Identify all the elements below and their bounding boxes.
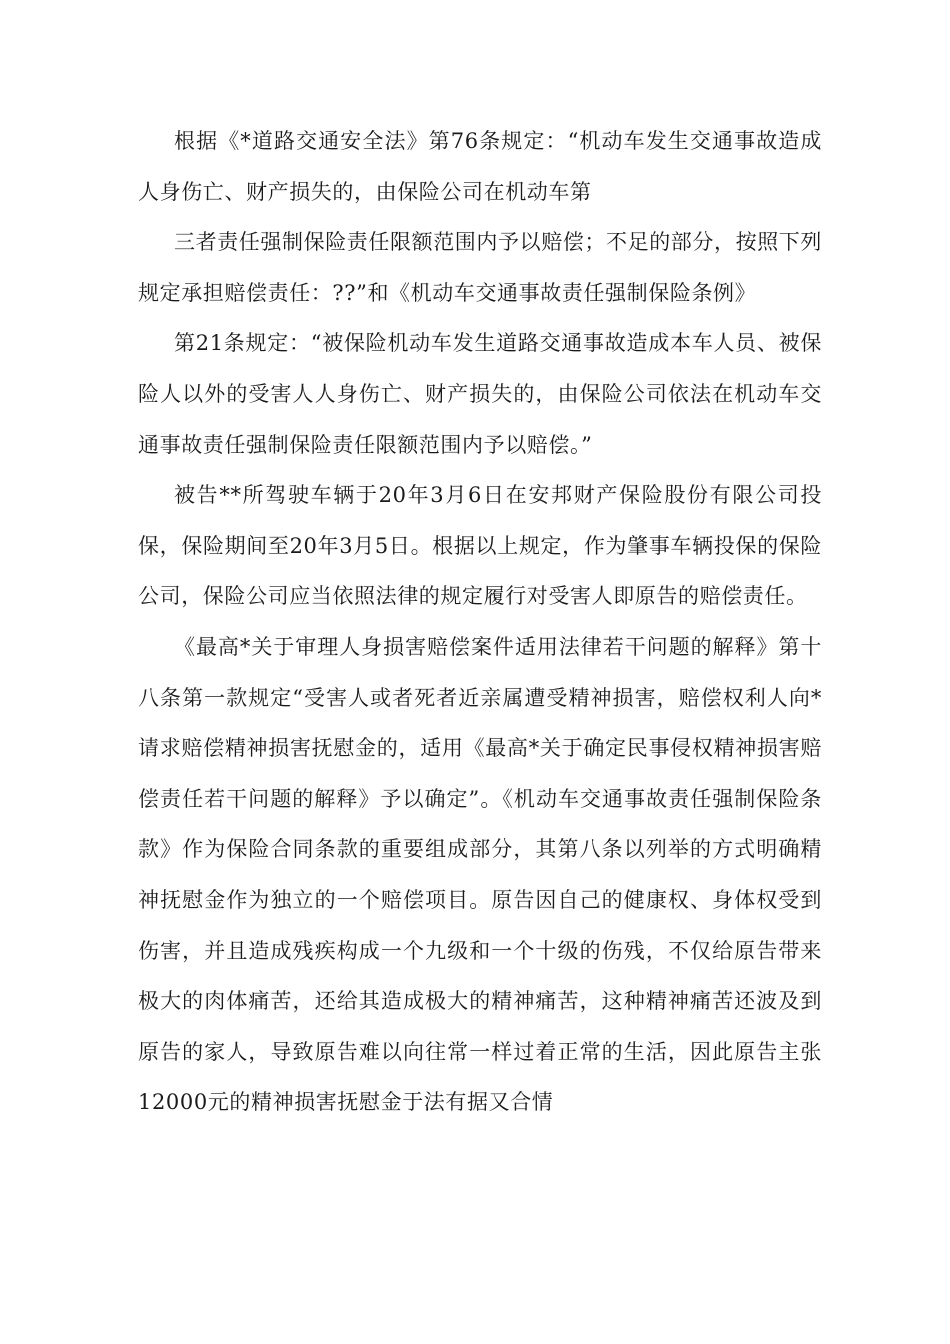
document-body xyxy=(138,116,822,1128)
paragraph-3: 第21条规定：“被保险机动车发生道路交通事故造成本车人员、被保险人以外的受害人人身伤亡、财产损失的，由保险公司依法在机动车交通事故责任强制保险责任限额范围内予以赔偿。” xyxy=(138,331,822,457)
paragraph-4: 被告**所驾驶车辆于20年3月6日在安邦财产保险股份有限公司投保，保险期间至20年3月5日。根据以上规定，作为肇事车辆投保的保险公司，保险公司应当依照法律的规定履行对受害人即原告的赔偿责任。 xyxy=(138,483,822,609)
paragraph-2: 三者责任强制保险责任限额范围内予以赔偿；不足的部分，按照下列规定承担赔偿责任：??”和《机动车交通事故责任强制保险条例》 xyxy=(138,230,822,305)
paragraph-1: 根据《*道路交通安全法》第76条规定：“机动车发生交通事故造成人身伤亡、财产损失的，由保险公司在机动车第 xyxy=(138,129,822,204)
paragraph-5: 《最高*关于审理人身损害赔偿案件适用法律若干问题的解释》第十八条第一款规定“受害人或者死者近亲属遭受精神损害，赔偿权利人向*请求赔偿精神损害抚慰金的，适用《最高*关于确定民事侵权精神损害赔偿责任若干问题的解释》予以确定”。《机动车交通事故责任强制保险条款》作为保险合同条款的重要组成部分，其第八条以列举的方式明确精神抚慰金作为独立的一个赔偿项目。原告因自己的健康权、身体权受到伤害，并且造成残疾构成一个九级和一个十级的伤残，不仅给原告带来极大的肉体痛苦，还给其造成极大的精神痛苦，这种精神痛苦还波及到原告的家人，导致原告难以向往常一样过着正常的生活，因此原告主张12000元的精神损害抚慰金于法有据又合情 xyxy=(138,634,822,1115)
